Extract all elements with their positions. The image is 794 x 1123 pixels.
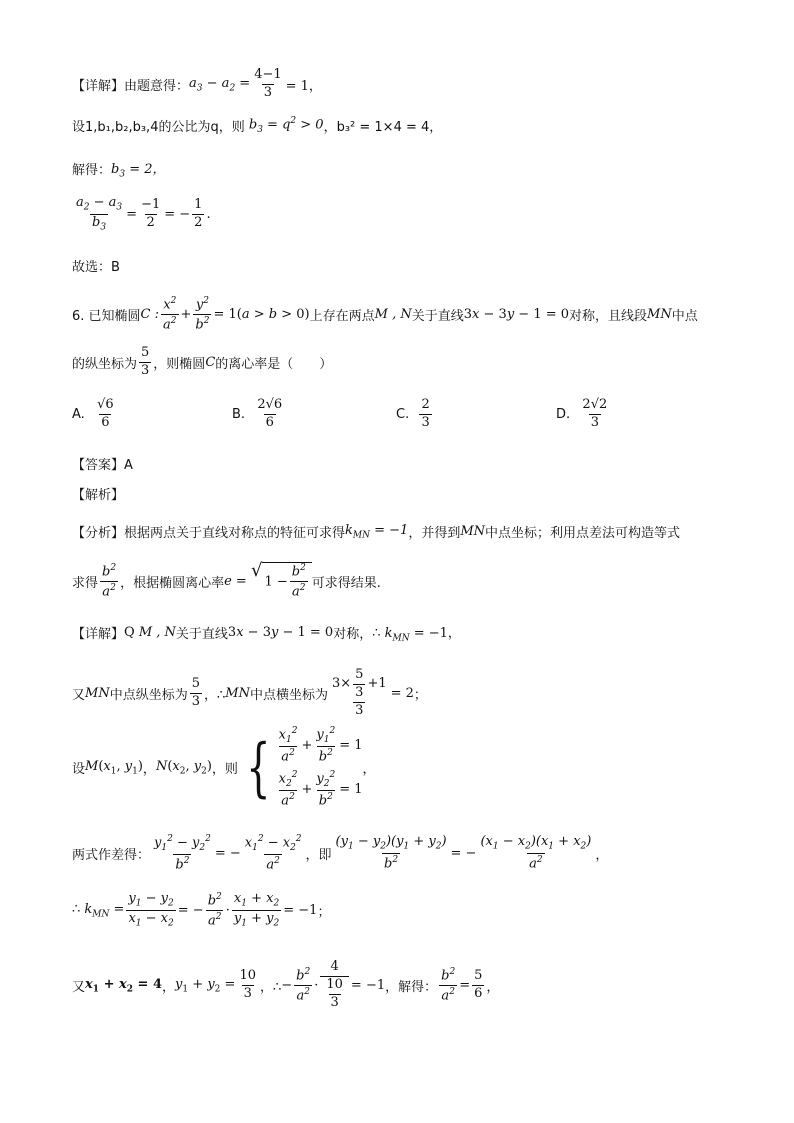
text: ，根据椭圆离心率 bbox=[120, 575, 225, 591]
math: = 1(a > b > 0) bbox=[213, 307, 310, 323]
text: ， bbox=[486, 979, 500, 995]
analysis-line2 bbox=[72, 562, 381, 601]
text: ， bbox=[595, 848, 609, 864]
text: 中点横坐标为 bbox=[249, 687, 328, 703]
math: C bbox=[205, 354, 216, 370]
math: MN bbox=[85, 685, 110, 701]
text: 【详解】 bbox=[72, 627, 125, 643]
math: = −1 bbox=[283, 903, 318, 919]
math: $x_1 + x_2 = 4$ bbox=[85, 976, 163, 995]
text: 又 bbox=[72, 687, 86, 703]
fraction: $\frac{b^2}{a^2}$ bbox=[296, 966, 311, 1004]
text: 故选：B bbox=[72, 260, 120, 275]
math: ∴ $k_{MN}$ = bbox=[72, 901, 125, 920]
math: . bbox=[206, 206, 211, 222]
math: 3x − 3y − 1 = 0 bbox=[227, 625, 334, 641]
text: ，则椭圆 bbox=[153, 356, 206, 372]
answer-line bbox=[72, 454, 133, 473]
text: ，∴ bbox=[259, 979, 282, 995]
math: · bbox=[225, 903, 230, 919]
text: 设 bbox=[72, 762, 86, 778]
math: − bbox=[281, 977, 293, 993]
text: ，则 bbox=[211, 762, 238, 778]
option-letter: A. bbox=[72, 406, 85, 422]
text: ； bbox=[317, 905, 331, 921]
text: ，即 bbox=[305, 848, 332, 864]
line-detail-1 bbox=[72, 68, 322, 101]
fraction: $\frac{y^2}{b^2}$ bbox=[195, 296, 210, 333]
line-ratio bbox=[72, 116, 442, 135]
fraction: $\frac{(x_1 - x_2)(x_1 + x_2)}{a^2}$ bbox=[480, 834, 592, 872]
fraction: $\frac{1}{2}$ bbox=[194, 197, 203, 230]
question-6-line2 bbox=[72, 346, 332, 379]
math: + bbox=[180, 307, 192, 323]
fraction: $\frac{√6}{6}$ bbox=[97, 397, 114, 430]
math: = 1， bbox=[285, 78, 322, 94]
text: 【解析】 bbox=[72, 488, 125, 503]
option-letter: C. bbox=[396, 406, 410, 422]
option-b[interactable] bbox=[232, 398, 286, 431]
detail-line4 bbox=[72, 834, 608, 874]
text: 又 bbox=[72, 979, 86, 995]
detail-line3 bbox=[72, 726, 376, 809]
math: = − bbox=[177, 903, 204, 919]
option-d[interactable] bbox=[556, 398, 611, 431]
fraction: 3× $\frac{5}{3}$ +1 3 bbox=[331, 667, 387, 718]
question-6-line1 bbox=[72, 296, 698, 334]
fraction: $\frac{5}{3}$ bbox=[191, 675, 200, 709]
math: C : bbox=[140, 307, 160, 323]
brace-icon: { bbox=[246, 730, 271, 805]
line-solve-b3 bbox=[72, 158, 166, 180]
math: = − bbox=[450, 846, 477, 862]
option-letter: D. bbox=[556, 406, 571, 422]
text: 中点 bbox=[671, 309, 698, 325]
detail-line6 bbox=[72, 960, 499, 1011]
math: $b_3 = q^2 > 0$ bbox=[244, 116, 324, 135]
math: = bbox=[126, 206, 138, 222]
fraction: $\frac{b^2}{a^2}$ bbox=[441, 966, 456, 1004]
sqrt: √ 1 − $\frac{b^2}{a^2}$ bbox=[251, 562, 312, 601]
text: 中点纵坐标为 bbox=[109, 687, 188, 703]
math: = −1 bbox=[350, 977, 386, 993]
math: ∴ $k_{MN} = -1$， bbox=[372, 626, 461, 644]
text: ， bbox=[362, 762, 376, 778]
fraction: $\frac{4}{\frac{10}{3}}$ bbox=[320, 960, 349, 1011]
detail-line5 bbox=[72, 892, 330, 930]
analysis-heading bbox=[72, 484, 124, 503]
fraction: $\frac{5}{6}$ bbox=[474, 967, 483, 1001]
math: $a_3 - a_2$ = bbox=[189, 75, 251, 94]
fraction: $\frac{y_1 - y_2}{x_1 - x_2}$ bbox=[128, 891, 174, 929]
fraction: $\frac{b^2}{a^2}$ bbox=[207, 892, 222, 929]
line-choose bbox=[72, 256, 120, 275]
math: $N(x_2$, $y_2$) bbox=[155, 758, 212, 777]
text: 的纵坐标为 bbox=[72, 356, 138, 372]
text: ， bbox=[162, 979, 176, 995]
text: 【答案】A bbox=[72, 458, 133, 473]
equation-system: $\frac{x_1^2}{a^2}$ + $\frac{y_1^2}{b^2}$ = 1 $\frac{x_2^2}{a^2}$ + $\frac{y_2^2}{b^2}$ = 1 bbox=[278, 726, 363, 809]
text: 两式作差得： bbox=[72, 848, 151, 864]
math: $k_{MN} = -1$ bbox=[345, 522, 409, 541]
fraction: $\frac{x_1^2 - x_2^2}{a^2}$ bbox=[244, 834, 302, 873]
fraction: $\frac{2√2}{3}$ bbox=[582, 397, 608, 430]
option-c[interactable] bbox=[396, 398, 434, 431]
text: 上存在两点 bbox=[309, 309, 375, 325]
math: M , N bbox=[374, 307, 412, 323]
text: 【分析】根据两点关于直线对称点的特征可求得 bbox=[72, 526, 346, 541]
fraction: $\frac{2√6}{6}$ bbox=[257, 397, 283, 430]
math: = bbox=[459, 977, 471, 993]
math: = − bbox=[214, 846, 241, 862]
line-result bbox=[72, 196, 211, 233]
math: = 2 bbox=[390, 685, 414, 701]
fraction: $\frac{4-1}{3}$ bbox=[254, 67, 282, 100]
option-letter: B. bbox=[232, 406, 246, 422]
math: $b_3 = 2$， bbox=[111, 162, 166, 180]
text: ，并得到 bbox=[408, 526, 461, 541]
fraction: $\frac{(y_1 - y_2)(y_1 + y_2)}{b^2}$ bbox=[335, 834, 447, 872]
text: 解得： bbox=[72, 163, 112, 179]
math: · bbox=[314, 977, 319, 993]
math: = − bbox=[164, 206, 191, 222]
fraction: $\frac{10}{3}$ bbox=[239, 967, 256, 1001]
fraction: $\frac{5}{3}$ bbox=[141, 345, 150, 378]
text: 的离心率是（ ） bbox=[215, 356, 333, 372]
text: ； bbox=[413, 687, 427, 703]
math: 3x − 3y − 1 = 0 bbox=[463, 307, 570, 323]
math: MN bbox=[647, 307, 672, 323]
text: ，解得： bbox=[385, 979, 438, 995]
math: MN bbox=[460, 524, 486, 539]
text: 【详解】由题意得： bbox=[72, 78, 190, 94]
text: ，∴ bbox=[204, 687, 226, 703]
text: 求得 bbox=[72, 575, 99, 591]
math: e = bbox=[224, 573, 251, 589]
analysis-line1 bbox=[72, 522, 680, 541]
fraction: $\frac{x_1 + x_2}{y_1 + y_2}$ bbox=[233, 891, 280, 929]
option-a[interactable] bbox=[72, 398, 118, 431]
detail-line1 bbox=[72, 622, 461, 644]
fraction: $\frac{b^2}{a^2}$ bbox=[102, 562, 117, 600]
math: $y_1 + y_2$ = bbox=[175, 976, 236, 995]
fraction: $\frac{x^2}{a^2}$ bbox=[163, 296, 177, 333]
text: ，b₃² = 1×4 = 4， bbox=[323, 120, 443, 135]
fraction: $\frac{a_2 - a_3}{b_3}$ bbox=[76, 195, 123, 233]
text: 6. 已知椭圆 bbox=[72, 309, 141, 325]
text: ， bbox=[142, 762, 156, 778]
fraction: $\frac{-1}{2}$ bbox=[141, 197, 161, 230]
text: 中点坐标；利用点差法可构造等式 bbox=[485, 526, 681, 541]
fraction: $\frac{2}{3}$ bbox=[421, 397, 430, 430]
text: 对称， bbox=[333, 627, 373, 643]
math: Q M , N bbox=[124, 625, 176, 641]
text: 可求得结果. bbox=[311, 575, 381, 591]
text: 关于直线 bbox=[175, 627, 228, 643]
detail-line2 bbox=[72, 668, 427, 719]
text: 设1,b₁,b₂,b₃,4的公比为q，则 bbox=[72, 120, 245, 135]
text: 关于直线 bbox=[411, 309, 464, 325]
math: $M(x_1$, $y_1$) bbox=[85, 758, 143, 777]
fraction: $\frac{y_1^2 - y_2^2}{b^2}$ bbox=[154, 834, 211, 873]
text: 对称，且线段 bbox=[569, 309, 648, 325]
math: MN bbox=[225, 685, 250, 701]
